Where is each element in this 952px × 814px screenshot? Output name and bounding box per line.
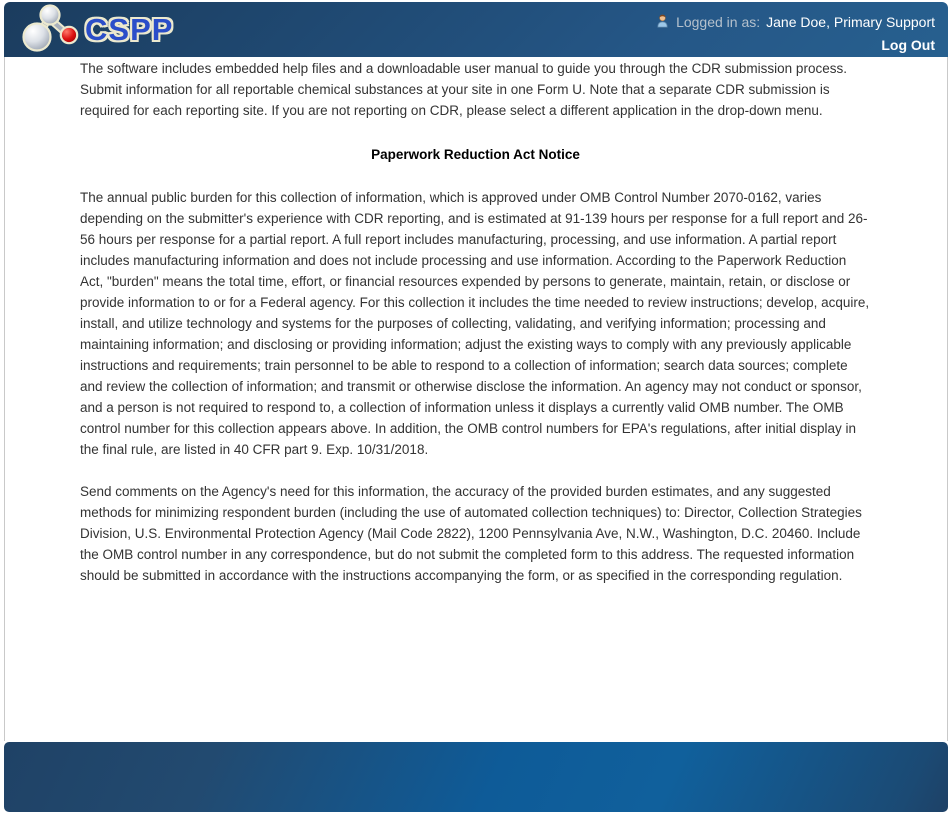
main-content bbox=[4, 57, 948, 741]
cspp-logo bbox=[12, 4, 173, 56]
app-footer bbox=[4, 742, 948, 812]
comments-paragraph: Send comments on the Agency's need for this information, the accuracy of the provided burden estimates, and any suggested methods for minimizing respondent burden (including the use of automated collection techniques) to: Director, Collection Strategies Division, U.S. Environmental Protection Agency (Mail Code 2822), 1200 Pennsylvania Ave, N.W., Washington, D.C. 20460. Include the OMB control number in any correspondence, but do not submit the completed form to this address. The requested information should be submitted in accordance with the instructions accompanying the form, or as specified in the corresponding regulation. bbox=[80, 484, 862, 583]
logged-in-user: Jane Doe, Primary Support bbox=[766, 14, 935, 30]
intro-paragraph: The software includes embedded help files and a downloadable user manual to guide you through the CDR submission process. Submit information for all reportable chemical substances at your site in one Form U. Note that a separate CDR submission is required for each reporting site. If you are not reporting on CDR, please select a different application in the drop-down menu. bbox=[80, 61, 847, 118]
person-icon bbox=[655, 13, 670, 31]
app-header bbox=[4, 2, 948, 57]
logged-in-label: Logged in as: bbox=[676, 14, 761, 30]
notice-heading: Paperwork Reduction Act Notice bbox=[371, 147, 580, 162]
header-user-area bbox=[655, 13, 935, 53]
logged-in-line bbox=[655, 13, 935, 31]
logo-text: CSPP bbox=[85, 12, 174, 47]
burden-paragraph: The annual public burden for this collection of information, which is approved under OMB Control Number 2070-0162, varies depending on the submitter's experience with CDR reporting, and is estimated at 91-139 hours per response for a full report and 26-56 hours per response for a partial report. A full report includes manufacturing, processing, and use information. A partial report includes manufacturing information and does not include processing and use information. According to the Paperwork Reduction Act, "burden" means the total time, effort, or financial resources expended by persons to generate, maintain, retain, or disclose or provide information to or for a Federal agency. For this collection it includes the time needed to review instructions; develop, acquire, install, and utilize technology and systems for the purposes of collecting, validating, and verifying information; processing and maintaining information; and disclosing or providing information; adjust the existing ways to comply with any previously applicable instructions and requirements; train personnel to be able to respond to a collection of information; search data sources; complete and review the collection of information; and transmit or otherwise disclose the information. An agency may not conduct or sponsor, and a person is not required to respond to, a collection of information unless it displays a currently valid OMB number. The OMB control number for this collection appears above. In addition, the OMB control numbers for EPA's regulations, after initial display in the final rule, are listed in 40 CFR part 9. Exp. 10/31/2018. bbox=[80, 190, 870, 457]
molecule-icon bbox=[12, 2, 80, 59]
logout-link[interactable]: Log Out bbox=[881, 37, 935, 53]
